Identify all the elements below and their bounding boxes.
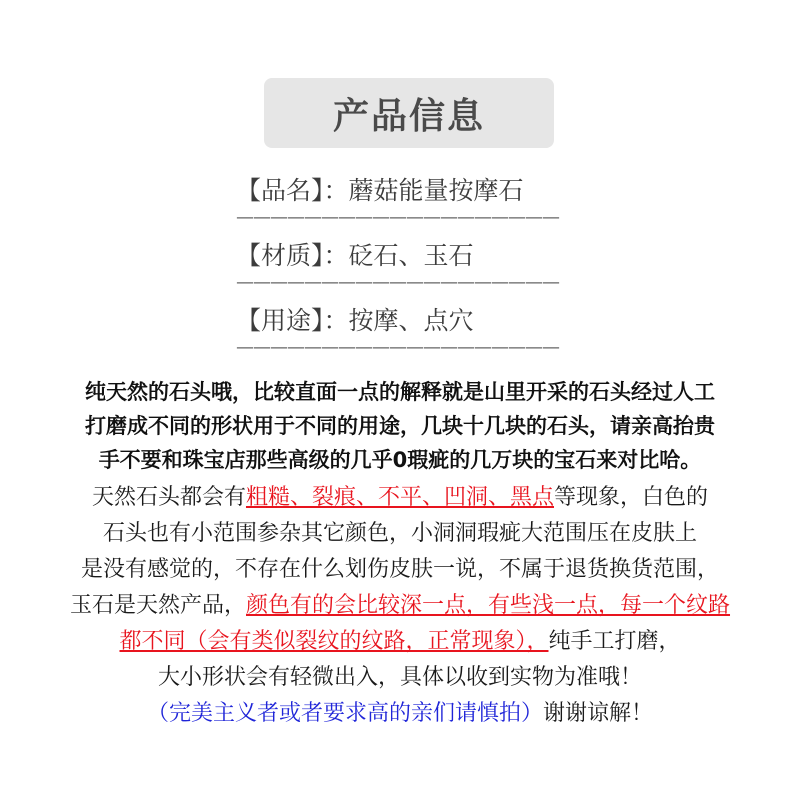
field-usage — [236, 305, 576, 357]
field-name-label: 【品名】： — [236, 176, 349, 205]
notice-text: 等现象，白色的 — [554, 485, 709, 510]
field-material-separator: ——————————————————— — [236, 274, 559, 292]
intro-line: 手不要和珠宝店那些高级的几乎0瑕疵的几万块的宝石来对比哈。 — [98, 448, 702, 472]
notice-red-highlight: 都不同（会有类似裂纹的纹路，正常现象）， — [119, 629, 549, 654]
notice-blue-highlight: （完美主义者或者要求高的亲们请慎拍） — [146, 701, 543, 726]
notice-line-1 — [0, 480, 800, 516]
title-banner — [264, 78, 554, 148]
notice-line-3: 是没有感觉的，不存在什么划伤皮肤一说，不属于退货换货范围， — [80, 557, 719, 582]
field-material-label: 【材质】： — [236, 241, 349, 270]
notice-line-6: 大小形状会有轻微出入，具体以收到实物为准哦！ — [157, 665, 642, 690]
intro-line: 纯天然的石头哦，比较直面一点的解释就是山里开采的石头经过人工 — [85, 380, 715, 404]
notice-line-2: 石头也有小范围参杂其它颜色，小洞洞瑕疵大范围压在皮肤上 — [102, 521, 697, 546]
field-material-row — [236, 240, 576, 272]
page-title: 产品信息 — [332, 95, 485, 137]
field-usage-row — [236, 305, 576, 337]
field-name-row — [236, 175, 576, 207]
notice-text: 谢谢谅解！ — [543, 701, 654, 726]
intro-line: 打磨成不同的形状用于不同的用途，几块十几块的石头，请亲高抬贵 — [85, 414, 715, 438]
notice-red-highlight: 颜色有的会比较深一点，有些浅一点，每一个纹路 — [246, 593, 731, 618]
field-name — [236, 175, 576, 227]
notice-line-5 — [0, 624, 800, 660]
field-material — [236, 240, 576, 292]
field-name-value: 蘑菇能量按摩石 — [348, 176, 524, 205]
field-material-value: 砭石、玉石 — [348, 241, 474, 270]
notice-red-highlight: 粗糙、裂痕、不平、凹洞、黑点 — [245, 485, 554, 510]
notice-text: 天然石头都会有 — [91, 485, 246, 510]
notice-line-4 — [0, 588, 800, 624]
intro-paragraph — [0, 375, 800, 477]
field-usage-label: 【用途】： — [236, 306, 349, 335]
notice-text: 玉石是天然产品， — [69, 593, 246, 618]
notice-text: 纯手工打磨， — [548, 629, 681, 654]
field-usage-separator: ——————————————————— — [236, 339, 559, 357]
field-name-separator: ——————————————————— — [236, 209, 559, 227]
notice-line-7 — [0, 696, 800, 732]
field-usage-value: 按摩、点穴 — [348, 306, 474, 335]
notice-paragraph — [0, 480, 800, 732]
